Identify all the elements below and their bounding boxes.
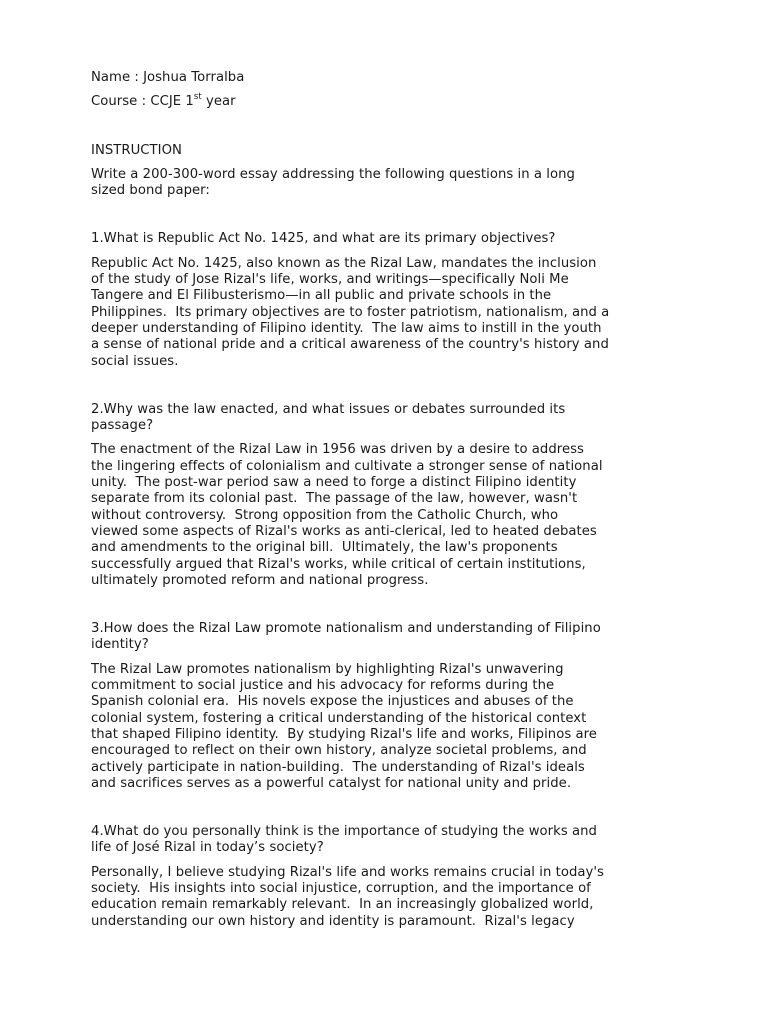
student-name-text: Name : Joshua Torralba	[91, 70, 245, 85]
answer-line: without controversy. Strong opposition from the Catholic Church, who	[91, 507, 559, 523]
answer-line: deeper understanding of Filipino identity. The law aims to instill in the youth	[91, 320, 602, 336]
answer-line: unity. The post-war period saw a need to forge a distinct Filipino identity	[91, 475, 577, 491]
instruction-heading-text: INSTRUCTION	[91, 142, 182, 158]
course-suffix: year	[201, 94, 236, 110]
answer-line: the lingering effects of colonialism and cultivate a stronger sense of national	[91, 458, 603, 474]
question-line: 2.Why was the law enacted, and what issues or debates surrounded its	[91, 401, 566, 417]
answer-4	[91, 865, 691, 930]
instruction-line: Write a 200-300-word essay addressing the following questions in a long	[91, 166, 575, 182]
answer-1	[91, 256, 691, 370]
answer-line: society. His insights into social injustice, corruption, and the importance of	[91, 880, 591, 896]
answer-line: ultimately promoted reform and national progress.	[91, 572, 429, 588]
answer-line: and sacrifices serves as a powerful catalyst for national unity and pride.	[91, 775, 572, 791]
answer-line: Personally, I believe studying Rizal's life and works remains crucial in today's	[91, 864, 604, 880]
instruction-text	[91, 167, 691, 200]
answer-line: commitment to social justice and his advocacy for reforms during the	[91, 678, 555, 694]
course-superscript: st	[193, 91, 202, 102]
course-prefix: Course : CCJE 1	[91, 94, 194, 110]
answer-3	[91, 662, 691, 792]
answer-line: The Rizal Law promotes nationalism by highlighting Rizal's unwavering	[91, 661, 564, 677]
answer-line: The enactment of the Rizal Law in 1956 was driven by a desire to address	[91, 442, 584, 458]
question-2	[91, 402, 691, 435]
answer-line: colonial system, fostering a critical understanding of the historical context	[91, 710, 587, 726]
answer-line: understanding our own history and identity is paramount. Rizal's legacy	[91, 913, 575, 929]
answer-line: Tangere and El Filibusterismo—in all public and private schools in the	[91, 288, 552, 304]
answer-line: Spanish colonial era. His novels expose the injustices and abuses of the	[91, 694, 574, 710]
question-line: passage?	[91, 418, 154, 434]
answer-line: separate from its colonial past. The passage of the law, however, wasn't	[91, 491, 578, 507]
student-name	[91, 70, 691, 86]
answer-line: that shaped Filipino identity. By studying Rizal's life and works, Filipinos are	[91, 726, 597, 742]
answer-line: successfully argued that Rizal's works, while critical of certain institutions,	[91, 556, 586, 572]
answer-line: education remain remarkably relevant. In an increasingly globalized world,	[91, 897, 594, 913]
question-4	[91, 824, 691, 857]
answer-line: actively participate in nation-building. The understanding of Rizal's ideals	[91, 759, 585, 775]
instruction-line: sized bond paper:	[91, 183, 210, 199]
question-line: 3.How does the Rizal Law promote nationalism and understanding of Filipino	[91, 621, 601, 637]
document-page	[91, 70, 691, 930]
answer-line: social issues.	[91, 353, 179, 369]
question-line: 4.What do you personally think is the importance of studying the works and	[91, 824, 597, 840]
question-3	[91, 621, 691, 654]
answer-line: Philippines. Its primary objectives are to foster patriotism, nationalism, and a	[91, 304, 610, 320]
answer-2	[91, 442, 691, 589]
answer-line: encouraged to reflect on their own history, analyze societal problems, and	[91, 743, 587, 759]
answer-line: of the study of Jose Rizal's life, works, and writings—specifically Noli Me	[91, 272, 569, 288]
question-1	[91, 231, 691, 247]
answer-line: Republic Act No. 1425, also known as the Rizal Law, mandates the inclusion	[91, 255, 597, 271]
question-line: identity?	[91, 637, 149, 653]
answer-line: a sense of national pride and a critical awareness of the country's history and	[91, 337, 609, 353]
question-line: 1.What is Republic Act No. 1425, and what are its primary objectives?	[91, 231, 556, 247]
question-line: life of José Rizal in today’s society?	[91, 840, 324, 856]
answer-line: viewed some aspects of Rizal's works as anti-clerical, led to heated debates	[91, 523, 597, 539]
instruction-heading	[91, 143, 691, 159]
answer-line: and amendments to the original bill. Ultimately, the law's proponents	[91, 540, 558, 556]
student-course	[91, 91, 691, 110]
